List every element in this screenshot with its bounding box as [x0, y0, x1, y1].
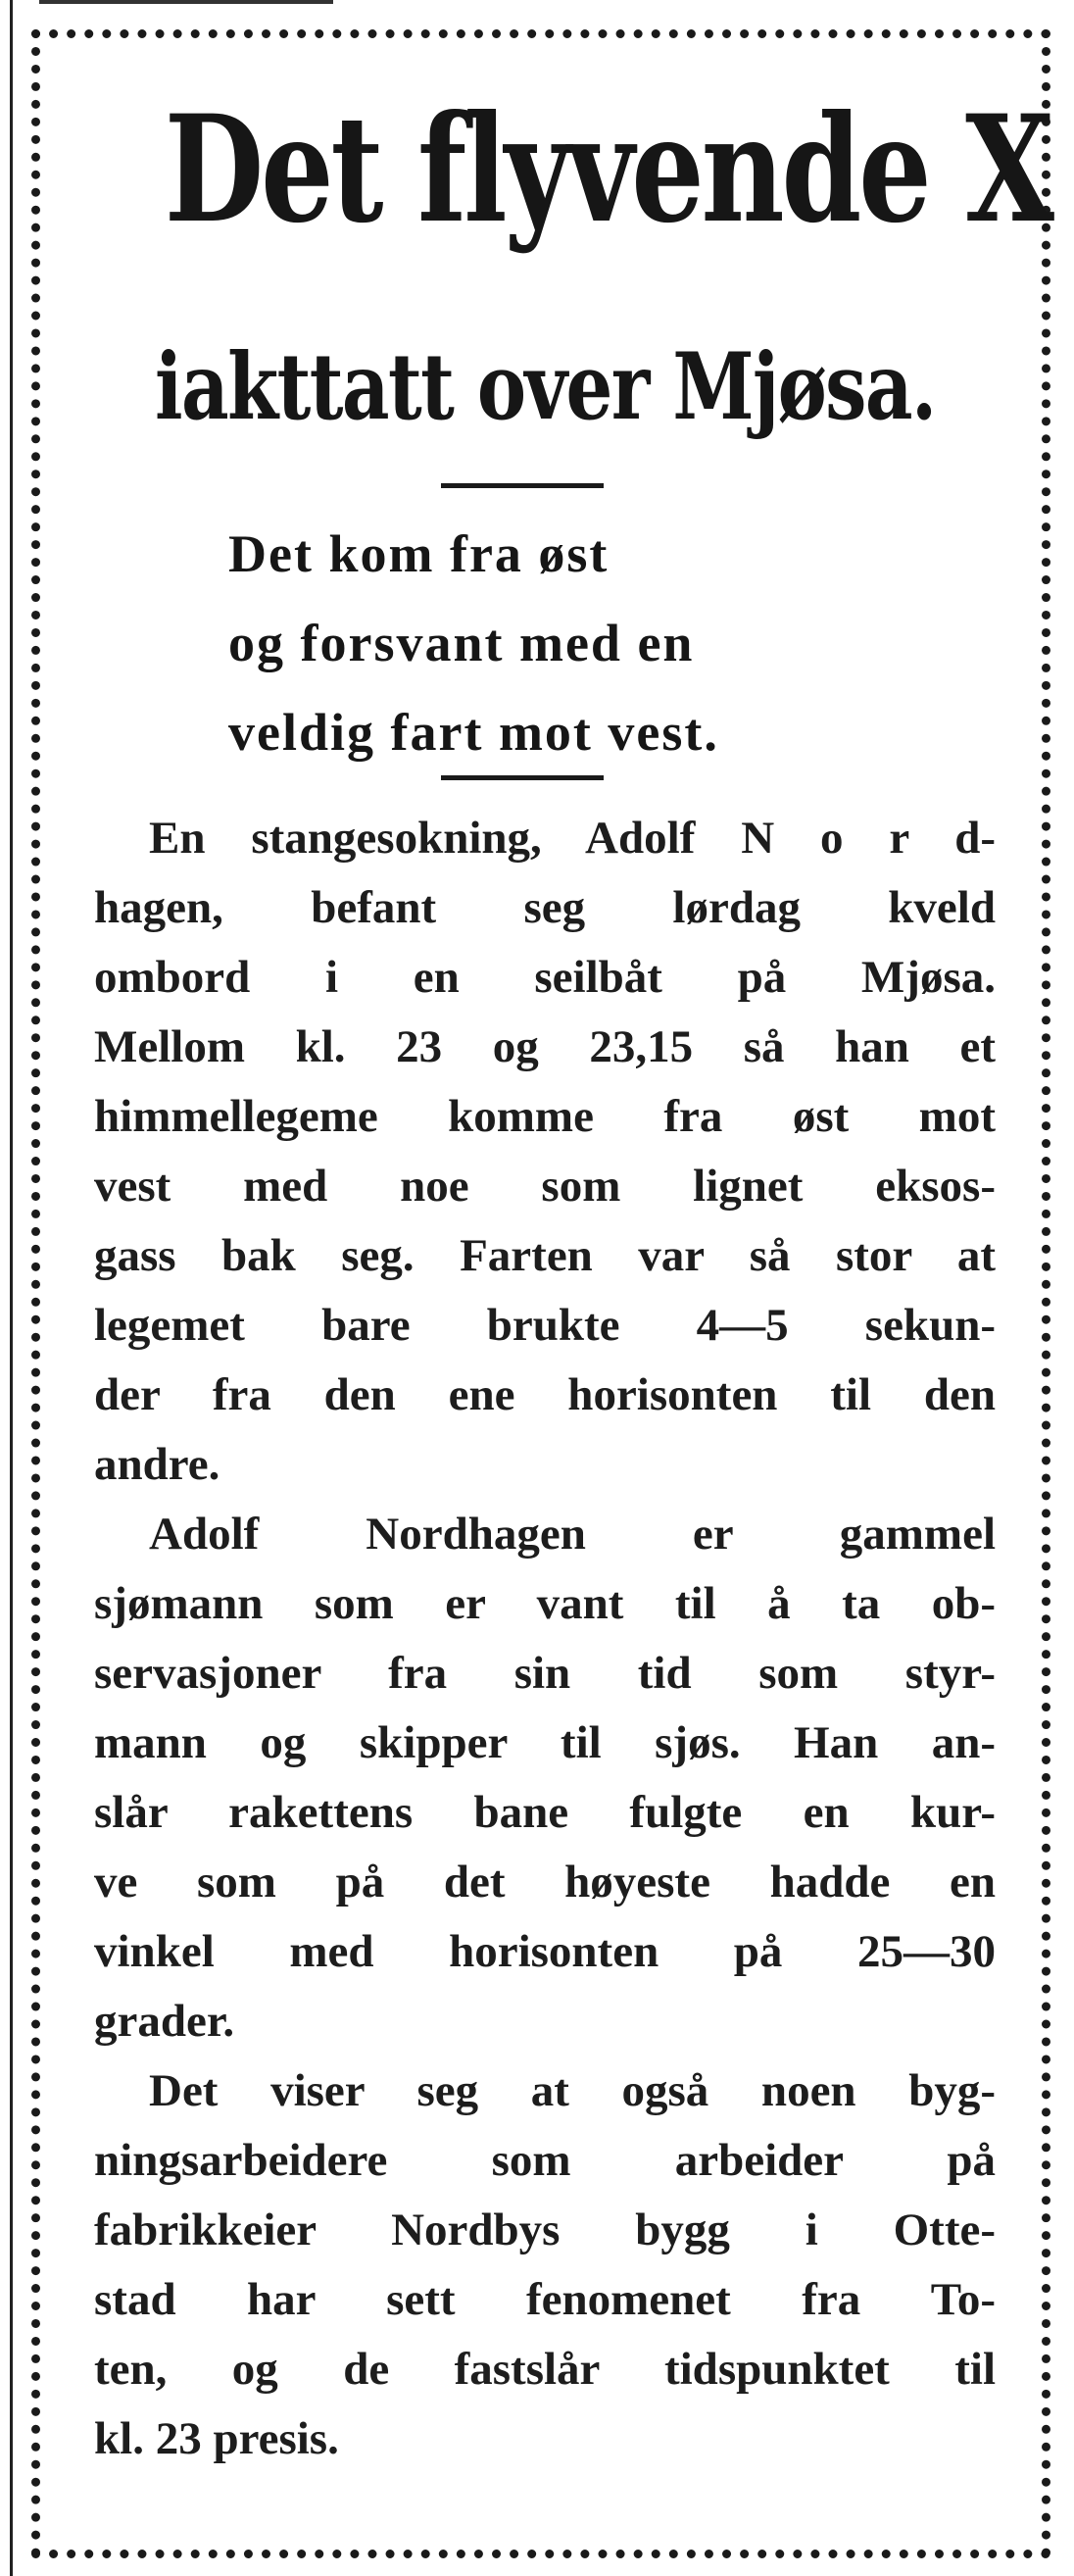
body-line: ombord i en seilbåt på Mjøsa. [94, 952, 996, 1003]
body-line: ningsarbeidere som arbeider på [94, 2135, 996, 2186]
paragraph-2 [94, 1500, 996, 2056]
deck-line: veldig fart mot vest. [228, 703, 719, 762]
body-line: fabrikkeier Nordbys bygg i Otte- [94, 2204, 996, 2255]
headline: Det flyvende X [164, 83, 1051, 256]
body-line: andre. [94, 1439, 220, 1490]
deck-line: og forsvant med en [228, 614, 695, 672]
body-line: vinkel med horisonten på 25—30 [94, 1926, 996, 1977]
body-line: ten, og de fastslår tidspunktet til [94, 2344, 996, 2395]
divider-top [441, 483, 604, 488]
subheadline: iakttatt over Mjøsa. [155, 333, 936, 441]
article-body [94, 804, 996, 2474]
body-line: Mellom kl. 23 og 23,15 så han et [94, 1021, 996, 1072]
body-line: himmellegeme komme fra øst mot [94, 1091, 996, 1142]
column-rule-left [10, 0, 13, 2576]
body-line: kl. 23 presis. [94, 2413, 339, 2464]
body-line: Det viser seg at også noen byg- [149, 2065, 996, 2116]
body-line: slår rakettens bane fulgte en kur- [94, 1787, 996, 1838]
divider-bottom [441, 775, 604, 780]
body-line: Adolf Nordhagen er gammel [149, 1509, 996, 1560]
column-rule-top [39, 0, 333, 4]
deck [228, 510, 934, 777]
body-line: der fra den ene horisonten til den [94, 1369, 996, 1420]
body-line: mann og skipper til sjøs. Han an- [94, 1717, 996, 1768]
paragraph-3 [94, 2056, 996, 2474]
body-line: legemet bare brukte 4—5 sekun- [94, 1300, 996, 1351]
body-line: vest med noe som lignet eksos- [94, 1161, 996, 1212]
body-line: sjømann som er vant til å ta ob- [94, 1578, 996, 1629]
body-line: hagen, befant seg lørdag kveld [94, 882, 996, 933]
body-line: En stangesokning, Adolf N o r d- [149, 813, 996, 864]
body-line: grader. [94, 1996, 235, 2047]
body-line: stad har sett fenomenet fra To- [94, 2274, 996, 2325]
body-line: servasjoner fra sin tid som styr- [94, 1648, 996, 1699]
body-line: ve som på det høyeste hadde en [94, 1857, 996, 1907]
body-line: gass bak seg. Farten var så stor at [94, 1230, 996, 1281]
paragraph-1 [94, 804, 996, 1500]
deck-line: Det kom fra øst [228, 524, 610, 583]
